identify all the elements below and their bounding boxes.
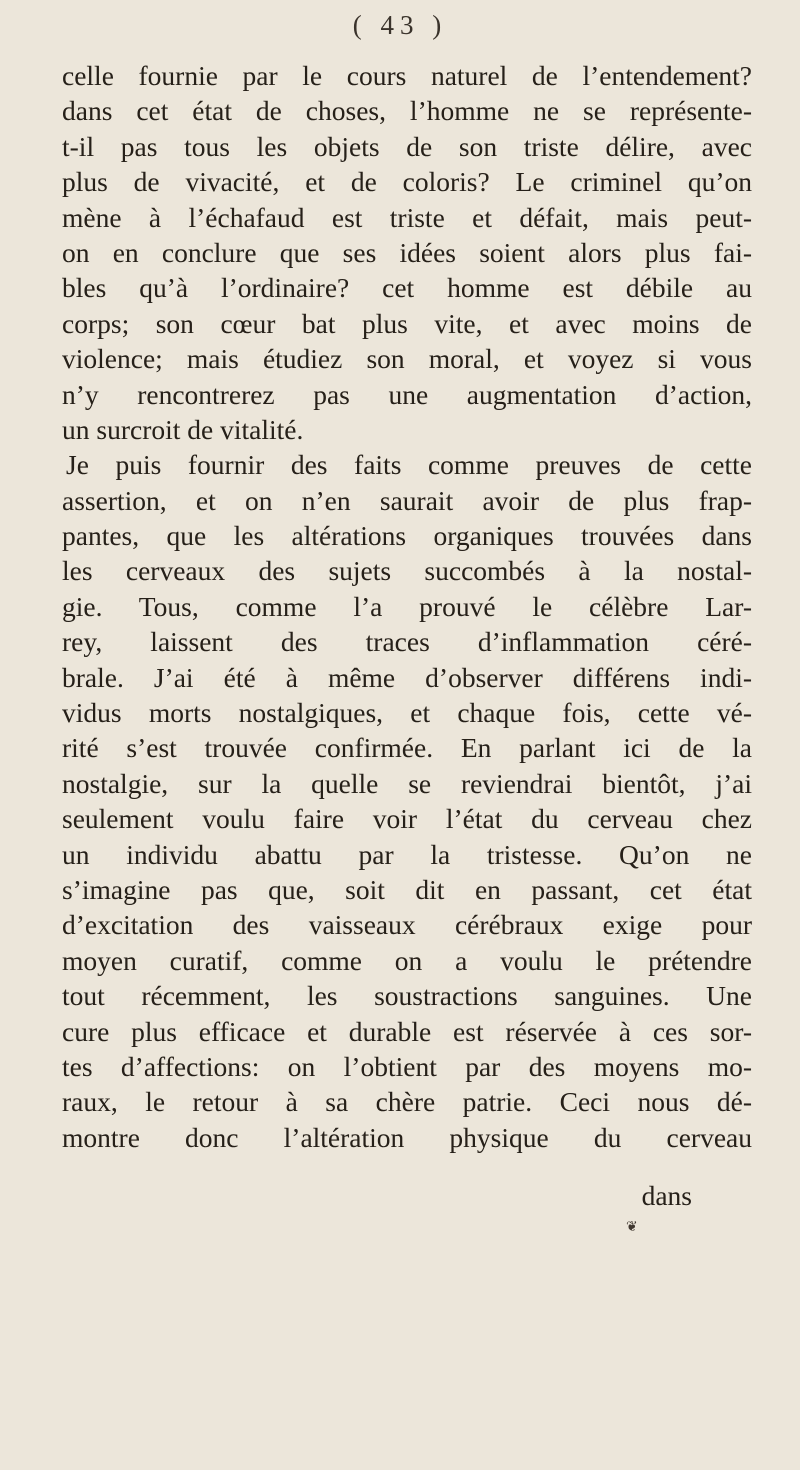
text-line: vidus morts nostalgiques, et chaque fois, cette vé- (62, 697, 752, 729)
text-line-paragraph-end: un surcroit de vitalité. (62, 413, 304, 445)
text-line: nostalgie, sur la quelle se reviendrai bientôt, j’ai (62, 767, 752, 799)
text-line: violence; mais étudiez son moral, et voyez si vous (62, 343, 752, 375)
text-line: un individu abattu par la tristesse. Qu’on ne (62, 838, 752, 870)
text-line: bles qu’à l’ordinaire? cet homme est débile au (62, 272, 752, 304)
text-line-paragraph-start: Je puis fournir des faits comme preuves de cette (66, 449, 752, 481)
text-line: les cerveaux des sujets succombés à la nostal- (62, 555, 752, 587)
text-line: moyen curatif, comme on a voulu le prétendre (62, 944, 752, 976)
printer-mark-icon: ❦ (626, 1220, 638, 1235)
text-line: plus de vivacité, et de coloris? Le criminel qu’on (62, 166, 752, 198)
text-line: t-il pas tous les objets de son triste délire, avec (62, 130, 752, 162)
text-line: assertion, et on n’en saurait avoir de plus frap- (62, 484, 752, 516)
text-line: montre donc l’altération physique du cerveau (62, 1121, 752, 1153)
text-line: rité s’est trouvée confirmée. En parlant ici de la (62, 732, 752, 764)
text-line: tes d’affections: on l’obtient par des moyens mo- (62, 1050, 752, 1082)
text-line: rey, laissent des traces d’inflammation céré- (62, 626, 752, 658)
text-line: brale. J’ai été à même d’observer différens indi- (62, 661, 752, 693)
text-line: celle fournie par le cours naturel de l’entendement? (62, 60, 752, 91)
text-line: cure plus efficace et durable est réservée à ces sor- (62, 1015, 752, 1047)
text-line: pantes, que les altérations organiques trouvées dans (62, 520, 752, 552)
text-line: on en conclure que ses idées soient alors plus fai- (62, 236, 752, 268)
text-line: dans cet état de choses, l’homme ne se représente- (62, 95, 752, 127)
text-line: gie. Tous, comme l’a prouvé le célèbre Lar- (62, 590, 752, 622)
text-line: s’imagine pas que, soit dit en passant, cet état (62, 873, 752, 905)
catchword: dans (641, 1180, 692, 1211)
text-line: n’y rencontrerez pas une augmentation d’action, (62, 378, 752, 410)
body-text (62, 58, 752, 1155)
text-line: raux, le retour à sa chère patrie. Ceci nous dé- (62, 1086, 752, 1118)
text-line: tout récemment, les soustractions sanguines. Une (62, 980, 752, 1012)
text-line: corps; son cœur bat plus vite, et avec moins de (62, 307, 752, 339)
text-line: d’excitation des vaisseaux cérébraux exige pour (62, 909, 752, 941)
text-line: seulement voulu faire voir l’état du cerveau chez (62, 803, 752, 835)
page-number: ( 43 ) (352, 10, 448, 40)
text-line: mène à l’échafaud est triste et défait, mais peut- (62, 201, 752, 233)
